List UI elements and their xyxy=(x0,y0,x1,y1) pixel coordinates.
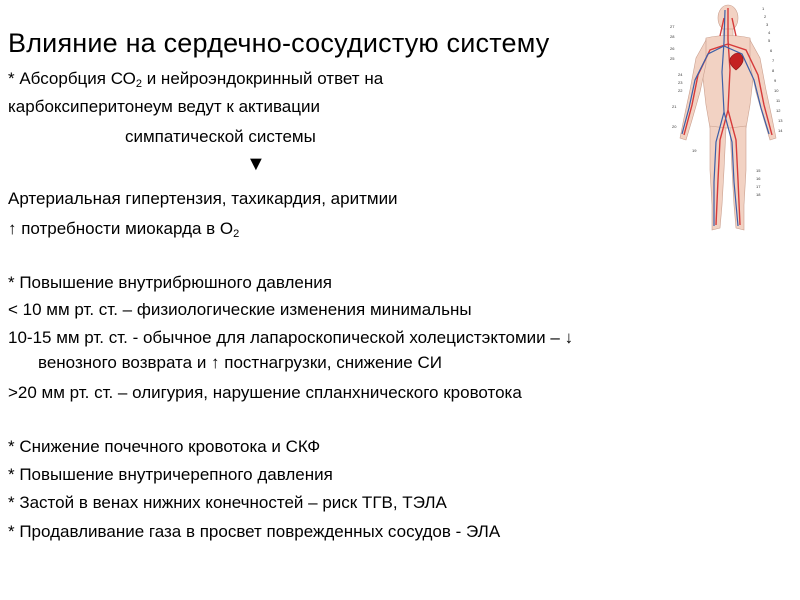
svg-text:21: 21 xyxy=(672,104,677,109)
svg-text:20: 20 xyxy=(672,124,677,129)
text-line: * Снижение почечного кровотока и СКФ xyxy=(8,437,321,456)
subscript: 2 xyxy=(135,78,142,90)
text-line: * Продавливание газа в просвет поврежденных сосудов - ЭЛА xyxy=(8,522,501,541)
text-line: карбоксиперитонеум ведут к активации xyxy=(8,97,320,116)
text-fragment: * Абсорбция СО xyxy=(8,69,136,88)
svg-text:1: 1 xyxy=(762,6,765,11)
circulatory-system-figure-icon xyxy=(668,0,800,240)
svg-text:19: 19 xyxy=(692,148,697,153)
svg-text:24: 24 xyxy=(678,72,683,77)
svg-text:15: 15 xyxy=(756,168,761,173)
svg-text:8: 8 xyxy=(772,68,775,73)
text-line xyxy=(8,218,239,240)
svg-text:4: 4 xyxy=(768,30,771,35)
text-line: Артериальная гипертензия, тахикардия, аритмии xyxy=(8,189,398,208)
svg-text:6: 6 xyxy=(770,48,773,53)
svg-text:28: 28 xyxy=(670,34,675,39)
text-line: 10-15 мм рт. ст. - обычное для лапароскопической холецистэктомии – ↓ xyxy=(8,328,574,347)
svg-text:2: 2 xyxy=(764,14,767,19)
svg-text:10: 10 xyxy=(774,88,779,93)
svg-text:11: 11 xyxy=(776,98,781,103)
text-fragment: ↑ потребности миокарда в О xyxy=(8,219,234,238)
svg-text:5: 5 xyxy=(768,38,771,43)
slide-title: Влияние на сердечно-сосудистую систему xyxy=(8,28,550,58)
arrow-down-icon: ▼ xyxy=(246,153,266,175)
svg-text:22: 22 xyxy=(678,88,683,93)
svg-text:16: 16 xyxy=(756,176,761,181)
svg-text:25: 25 xyxy=(670,56,675,61)
svg-text:27: 27 xyxy=(670,24,675,29)
svg-text:13: 13 xyxy=(778,118,783,123)
svg-text:26: 26 xyxy=(670,46,675,51)
text-line: < 10 мм рт. ст. – физиологические изменения минимальны xyxy=(8,300,472,319)
svg-text:12: 12 xyxy=(776,108,781,113)
text-fragment: и нейроэндокринный ответ на xyxy=(141,69,384,88)
svg-text:18: 18 xyxy=(756,192,761,197)
text-line: * Повышение внутричерепного давления xyxy=(8,465,333,484)
text-line xyxy=(8,68,383,90)
svg-text:23: 23 xyxy=(678,80,683,85)
text-line: симпатической системы xyxy=(125,127,316,146)
text-line: * Повышение внутрибрюшного давления xyxy=(8,273,332,292)
text-line: венозного возврата и ↑ постнагрузки, снижение СИ xyxy=(38,353,442,372)
text-line: * Застой в венах нижних конечностей – риск ТГВ, ТЭЛА xyxy=(8,493,447,512)
svg-text:7: 7 xyxy=(772,58,775,63)
subscript: 2 xyxy=(233,228,240,240)
svg-text:9: 9 xyxy=(774,78,777,83)
svg-text:17: 17 xyxy=(756,184,761,189)
svg-text:14: 14 xyxy=(778,128,783,133)
svg-text:3: 3 xyxy=(766,22,769,27)
text-line: >20 мм рт. ст. – олигурия, нарушение спланхнического кровотока xyxy=(8,383,522,402)
